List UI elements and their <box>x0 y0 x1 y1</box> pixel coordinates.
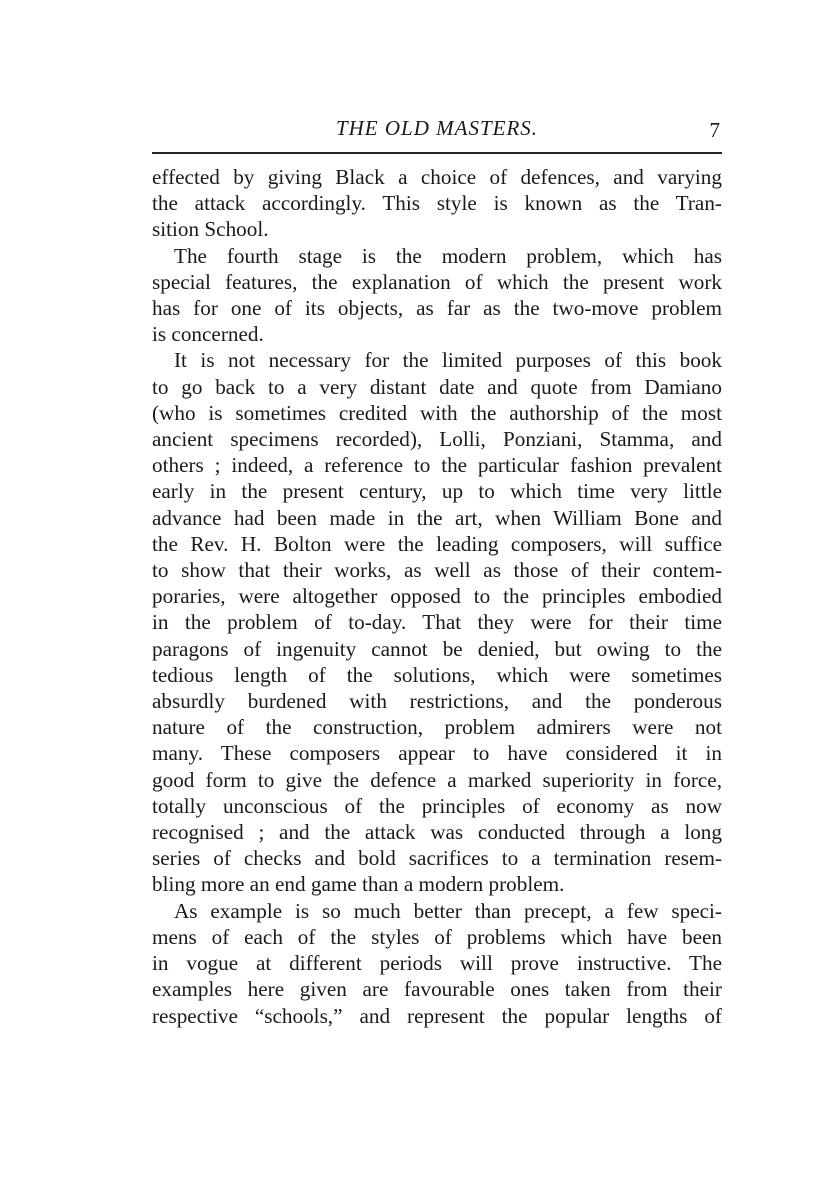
text-line: tedious length of the solutions, which were sometimes <box>152 662 722 687</box>
text-line: effected by giving Black a choice of defences, and varying <box>152 165 722 189</box>
text-line: mens of each of the styles of problems which have been <box>152 924 722 949</box>
running-title: THE OLD MASTERS. <box>335 116 539 140</box>
text-line: series of checks and bold sacrifices to a termination resem- <box>152 846 722 871</box>
text-line: paragons of ingenuity cannot be denied, but owing to the <box>152 636 722 661</box>
text-line: is concerned. <box>152 322 264 347</box>
text-line: (who is sometimes credited with the authorship of the most <box>152 400 722 425</box>
text-line: to show that their works, as well as those of their contem- <box>152 558 722 583</box>
body-text <box>152 164 722 1029</box>
text-line: the attack accordingly. This style is known as the Tran- <box>152 191 722 216</box>
text-line: early in the present century, up to which time very little <box>152 479 722 504</box>
text-line: to go back to a very distant date and quote from Damiano <box>152 374 722 399</box>
text-line: many. These composers appear to have considered it in <box>152 741 722 766</box>
text-line: in vogue at different periods will prove instructive. The <box>152 951 722 976</box>
paragraph <box>152 347 722 897</box>
text-line: totally unconscious of the principles of economy as now <box>152 793 722 818</box>
text-line: good form to give the defence a marked superiority in force, <box>152 767 722 792</box>
text-line: special features, the explanation of which the present work <box>152 269 722 294</box>
text-line: recognised ; and the attack was conducted through a long <box>152 820 722 845</box>
text-line: respective “schools,” and represent the popular lengths of <box>152 1003 722 1028</box>
header-rule <box>152 152 722 154</box>
running-header <box>152 112 722 148</box>
page-number: 7 <box>709 118 720 142</box>
text-line: ancient specimens recorded), Lolli, Ponziani, Stamma, and <box>152 427 722 452</box>
text-line: in the problem of to-day. That they were for their time <box>152 610 722 635</box>
text-line: sition School. <box>152 217 269 242</box>
text-line: has for one of its objects, as far as the two-move problem <box>152 296 722 321</box>
text-line: As example is so much better than precept, a few speci- <box>174 898 722 923</box>
paragraph <box>152 898 722 1029</box>
text-line: others ; indeed, a reference to the particular fashion prevalent <box>152 453 722 478</box>
text-line: the Rev. H. Bolton were the leading composers, will suffice <box>152 531 722 556</box>
text-line: The fourth stage is the modern problem, which has <box>174 243 722 268</box>
text-line: advance had been made in the art, when William Bone and <box>152 505 722 530</box>
paragraph <box>152 164 722 243</box>
text-line: absurdly burdened with restrictions, and the ponderous <box>152 689 722 714</box>
text-line: examples here given are favourable ones taken from their <box>152 977 722 1002</box>
text-line: It is not necessary for the limited purposes of this book <box>174 348 722 373</box>
text-line: bling more an end game than a modern problem. <box>152 872 565 897</box>
text-line: nature of the construction, problem admirers were not <box>152 715 722 740</box>
text-line: poraries, were altogether opposed to the principles embodied <box>152 584 722 609</box>
paragraph <box>152 243 722 348</box>
